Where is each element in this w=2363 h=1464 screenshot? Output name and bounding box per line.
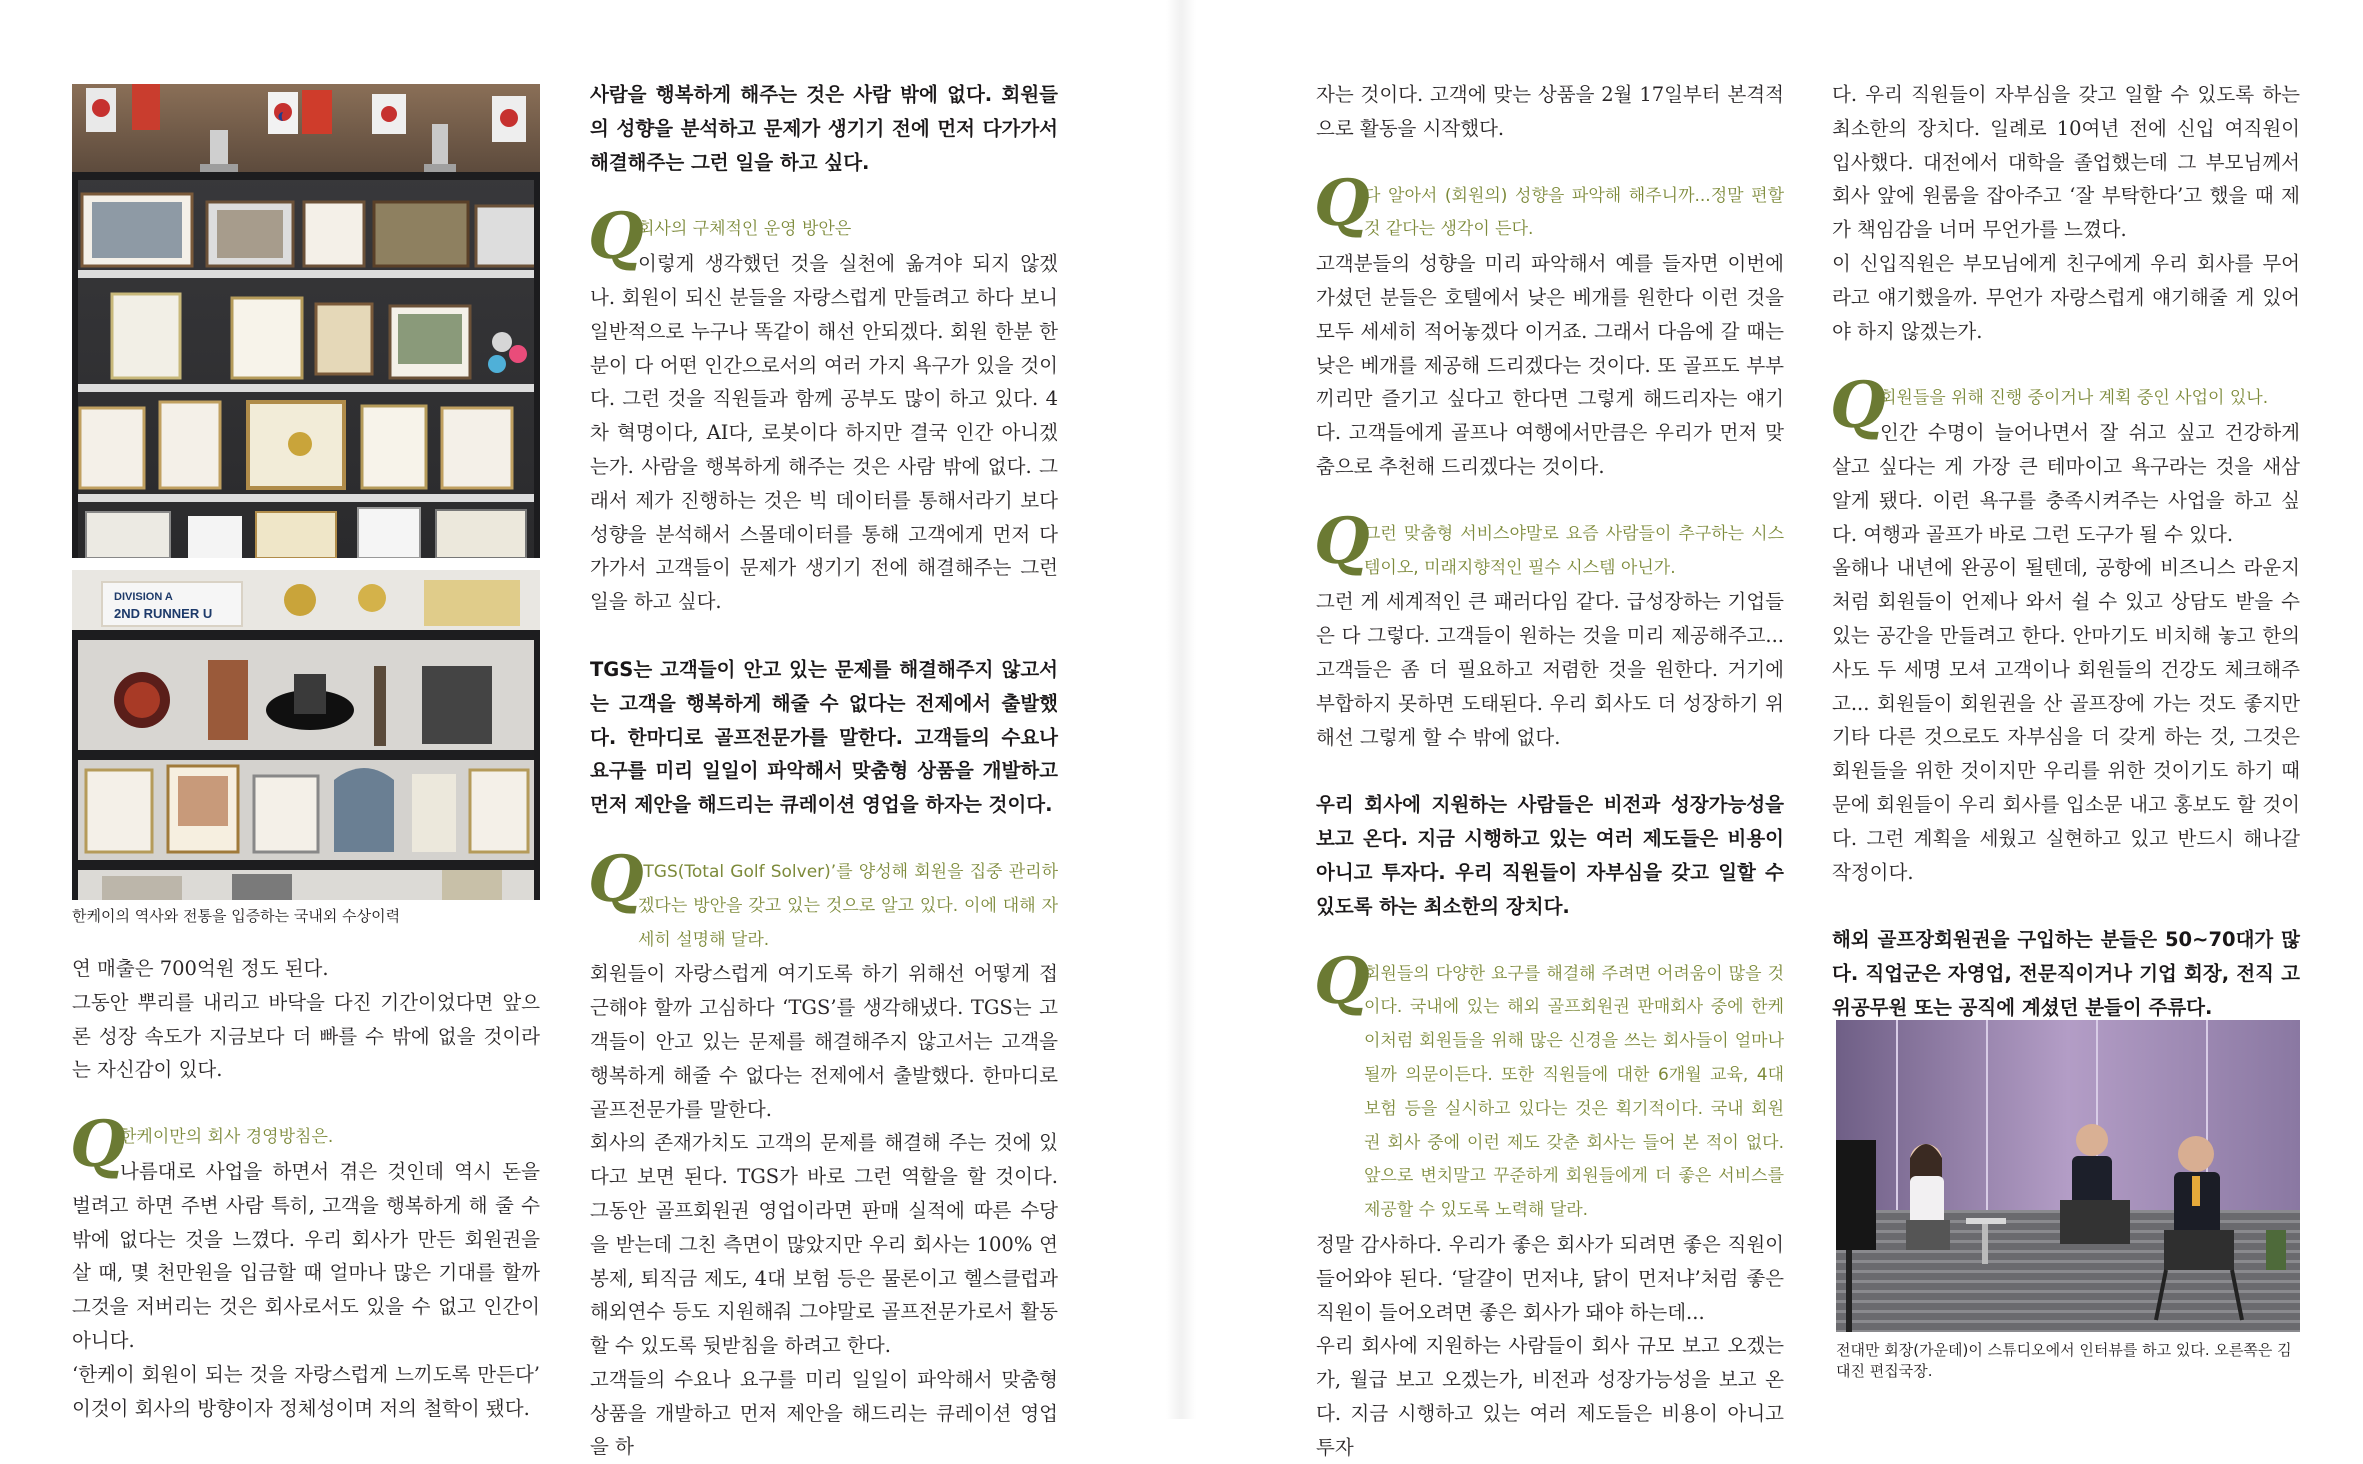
award-cabinet-photo-top bbox=[72, 84, 540, 558]
col2-lead-top: 사람을 행복하게 해주는 것은 사람 밖에 없다. 회원들의 성향을 분석하고 문제가 생기기 전에 먼저 다가가서 해결해주는 그런 일을 하고 싶다. bbox=[590, 83, 1058, 174]
q-mark-icon: Q bbox=[588, 199, 644, 275]
q5-block bbox=[1314, 503, 1784, 586]
q2-block bbox=[588, 199, 1058, 275]
q7-answer-first bbox=[1832, 416, 2300, 551]
q-mark-icon: Q bbox=[1830, 368, 1886, 444]
q6-block bbox=[1314, 943, 1784, 1228]
q4-answer: 고객분들의 성향을 미리 파악해서 예를 들자면 이번에 가셨던 분들은 호텔에서 낮은 베개를 원한다 이런 것을 모두 세세히 적어놓겠다 이거죠. 그래서 다음에 갈 때는 낮은 베개를 제공해 드리겠다는 것이다. 또 골프도 부부끼리만 즐기고 싶다고 한다면 그렇게 해드리자는 얘기다. 고객들에게 골프나 여행에서만큼은 우리가 먼저 맞춤으로 추천해 드리겠다는 것이다. bbox=[1316, 252, 1784, 478]
award-cabinet-photo-bottom bbox=[72, 570, 540, 900]
left-column-1-text bbox=[72, 952, 540, 1425]
q7-block bbox=[1830, 368, 2300, 444]
left-column-2-text bbox=[590, 78, 1058, 1464]
page-gutter bbox=[1166, 0, 1196, 1419]
q1-answer-rest: ‘한케이 회원이 되는 것을 자랑스럽게 느끼도록 만든다’ 이것이 회사의 방향이자 정체성이며 저의 철학이 됐다. bbox=[72, 1362, 540, 1420]
col4-top-1: 다. 우리 직원들이 자부심을 갖고 일할 수 있도록 하는 최소한의 장치다. 일례로 10여년 전에 신입 여직원이 입사했다. 대전에서 대학을 졸업했는데 그 부모님께서 회사 앞에 원룸을 잡아주고 ‘잘 부탁한다’고 했을 때 제가 책임감을 너머 무언가를 느꼈다. bbox=[1832, 83, 2300, 242]
q2-answer-text: 이렇게 생각했던 것을 실천에 옮겨야 되지 않겠나. 회원이 되신 분들을 자랑스럽게 만들려고 하다 보니 일반적으로 누구나 똑같이 해선 안되겠다. 회원 한분 한분이 다 어떤 인간으로서의 여러 가지 욕구가 있을 것이다. 그런 것을 직원들과 함께 공부도 많이 하고 있다. 4차 혁명이다, AI다, 로봇이다 하지만 결국 인간 아니겠는가. 사람을 행복하게 해주는 것은 사람 밖에 없다. 그래서 제가 진행하는 것은 빅 데이터를 통해서라기 보다 성향을 분석해서 스몰데이터를 통해 고객에게 먼저 다가가서 고객들이 문제가 생기기 전에 해결해주는 그런 일을 하고 싶다. bbox=[590, 252, 1058, 614]
q1-answer-first bbox=[72, 1155, 540, 1358]
q6-answer-2: 우리 회사에 지원하는 사람들이 회사 규모 보고 오겠는가, 월급 보고 오겠는가, 비전과 성장가능성을 보고 온다. 지금 시행하고 있는 여러 제도들은 비용이 아니고 투자 bbox=[1316, 1334, 1784, 1459]
banner-line-2: 2ND RUNNER U bbox=[114, 606, 213, 621]
right-photo-caption: 전대만 회장(가운데)이 스튜디오에서 인터뷰를 하고 있다. 오른쪽은 김대진 편집국장. bbox=[1836, 1341, 2292, 1380]
q7-question: 회원들을 위해 진행 중이거나 계획 중인 사업이 있나. bbox=[1880, 388, 2269, 409]
col1-paragraph-1: 연 매출은 700억원 정도 된다. bbox=[72, 957, 329, 980]
q-mark-icon: Q bbox=[1314, 943, 1370, 1019]
col2-lead-mid: TGS는 고객들이 안고 있는 문제를 해결해주지 않고서는 고객을 행복하게 해줄 수 없다는 전제에서 출발했다. 한마디로 골프전문가를 말한다. 고객들의 수요나 요구를 미리 일일이 파악해서 맞춤형 상품을 개발하고 먼저 제안을 해드리는 큐레이션 영업을 하자는 것이다. bbox=[590, 657, 1058, 817]
q-mark-icon: Q bbox=[1314, 165, 1370, 241]
q2-question: 회사의 구체적인 운영 방안은 bbox=[638, 219, 852, 240]
q5-answer: 그런 게 세계적인 큰 패러다임 같다. 급성장하는 기업들은 다 그렇다. 고객들이 원하는 것을 미리 제공해주고... 고객들은 좀 더 필요하고 저렴한 것을 원한다. 거기에 부합하지 못하면 도태된다. 우리 회사도 더 성장하기 위해선 그렇게 할 수 밖에 없다. bbox=[1316, 590, 1784, 749]
q5-question: 그런 맞춤형 서비스야말로 요즘 사람들이 추구하는 시스템이오, 미래지향적인 필수 시스템 아닌가. bbox=[1364, 523, 1784, 578]
col1-paragraph-2: 그동안 뿌리를 내리고 바닥을 다진 기간이었다면 앞으론 성장 속도가 지금보다 더 빠를 수 밖에 없을 것이라는 자신감이 있다. bbox=[72, 990, 540, 1082]
q1-answer-first-text: 나름대로 사업을 하면서 겪은 것인데 역시 돈을 벌려고 하면 주변 사람 특히, 고객을 행복하게 해 줄 수밖에 없다는 것을 느꼈다. 우리 회사가 만든 회원권을 살 때, 몇 천만원을 입금할 때 얼마나 많은 기대를 할까 그것을 저버리는 것은 회사로서도 있을 수 없고 인간이 아니다. bbox=[72, 1159, 540, 1352]
q1-question: 한케이만의 회사 경영방침은. bbox=[120, 1127, 334, 1148]
q-mark-icon: Q bbox=[1314, 503, 1370, 579]
q4-question: 다 알아서 (회원의) 성향을 파악해 해주니까...정말 편할 것 같다는 생각이 든다. bbox=[1364, 185, 1784, 240]
q7-answer-first-text: 인간 수명이 늘어나면서 잘 쉬고 싶고 건강하게 살고 싶다는 게 가장 큰 테마이고 욕구라는 것을 새삼 알게 됐다. 이런 욕구를 충족시켜주는 사업을 하고 싶다. 여행과 골프가 바로 그런 도구가 될 수 있다. bbox=[1832, 421, 2300, 546]
col4-top-2: 이 신입직원은 부모님에게 친구에게 우리 회사를 무어라고 얘기했을까. 무언가 자랑스럽게 얘기해줄 게 있어야 하지 않겠는가. bbox=[1832, 251, 2300, 343]
col4-lead: 해외 골프장회원권을 구입하는 분들은 50~70대가 많다. 직업군은 자영업, 전문직이거나 기업 회장, 전직 고위공무원 또는 공직에 계셨던 분들이 주류다. bbox=[1832, 928, 2300, 1019]
q6-question: 회원들의 다양한 요구를 해결해 주려면 어려움이 많을 것이다. 국내에 있는 해외 골프회원권 판매회사 중에 한케이처럼 회원들을 위해 많은 신경을 쓰는 회사들이 얼마나 될까 의문이든다. 또한 직원들에 대한 6개월 교육, 4대 보험 등을 실시하고 있다는 것은 획기적이다. 국내 회원권 회사 중에 이런 제도 갖춘 회사는 들어 본 적이 없다. 앞으로 변치말고 꾸준하게 회원들에게 더 좋은 서비스를 제공할 수 있도록 노력해 달라. bbox=[1364, 963, 1784, 1221]
q3-answer-1: 회원들이 자랑스럽게 여기도록 하기 위해선 어떻게 접근해야 할까 고심하다 ‘TGS’를 생각해냈다. TGS는 고객들이 안고 있는 문제를 해결해주지 않고서는 고객을 행복하게 해줄 수 없다는 전제에서 출발했다. 한마디로 골프전문가를 말한다. bbox=[590, 962, 1058, 1121]
q3-answer-3: 고객들의 수요나 요구를 미리 일일이 파악해서 맞춤형 상품을 개발하고 먼저 제안을 해드리는 큐레이션 영업을 하 bbox=[590, 1367, 1058, 1459]
q3-answer-2: 회사의 존재가치도 고객의 문제를 해결해 주는 것에 있다고 보면 된다. TGS가 바로 그런 역할을 할 것이다. 그동안 골프회원권 영업이라면 판매 실적에 따른 수당을 받는데 그친 측면이 많았지만 우리 회사는 100% 연봉제, 퇴직금 제도, 4대 보험 등은 물론이고 헬스클럽과 해외연수 등도 지원해줘 그야말로 골프전문가로서 활동할 수 있도록 뒷받침을 하려고 한다. bbox=[590, 1131, 1058, 1358]
col3-top: 자는 것이다. 고객에 맞는 상품을 2월 17일부터 본격적으로 활동을 시작했다. bbox=[1316, 83, 1784, 140]
q-mark-icon: Q bbox=[588, 841, 644, 917]
q2-answer bbox=[590, 247, 1058, 619]
q7-answer-rest: 올해나 내년에 완공이 될텐데, 공항에 비즈니스 라운지처럼 회원들이 언제나 와서 쉴 수 있고 상담도 받을 수 있는 공간을 만들려고 한다. 안마기도 비치해 놓고 한의사도 두 세명 모셔 고객이나 회원들의 건강도 체크해주고... 회원들이 회원권을 산 골프장에 가는 것도 좋지만 기타 다른 것으로도 자부심을 더 갖게 하는 것, 그것은 회원들을 위한 것이지만 우리를 위한 것이기도 하기 때문에 회원들이 우리 회사를 입소문 내고 홍보도 할 것이다. 그런 계획을 세웠고 실현하고 있고 반드시 해나갈 작정이다. bbox=[1832, 556, 2300, 884]
q3-block bbox=[588, 841, 1058, 957]
q4-block bbox=[1314, 165, 1784, 248]
right-column-4-text bbox=[1832, 78, 2300, 1025]
q3-question: ‘TGS(Total Golf Solver)’를 양성해 회원을 집중 관리하겠다는 방안을 갖고 있는 것으로 알고 있다. 이에 대해 자세히 설명해 달라. bbox=[638, 861, 1058, 950]
interview-studio-photo bbox=[1836, 1020, 2300, 1332]
banner-line-1: DIVISION A bbox=[114, 591, 173, 603]
left-photo-caption: 한케이의 역사와 전통을 입증하는 국내외 수상이력 bbox=[72, 907, 401, 925]
col3-lead: 우리 회사에 지원하는 사람들은 비전과 성장가능성을 보고 온다. 지금 시행하고 있는 여러 제도들은 비용이 아니고 투자다. 우리 직원들이 자부심을 갖고 일할 수 있도록 하는 최소한의 장치다. bbox=[1316, 793, 1784, 918]
right-column-3-text bbox=[1316, 78, 1784, 1464]
q1-block bbox=[70, 1107, 540, 1183]
q6-answer-1: 정말 감사하다. 우리가 좋은 회사가 되려면 좋은 직원이 들어와야 된다. ‘달걀이 먼저냐, 닭이 먼저냐’처럼 좋은 직원이 들어오려면 좋은 회사가 돼야 하는데... bbox=[1316, 1232, 1784, 1324]
q-mark-icon: Q bbox=[70, 1107, 126, 1183]
